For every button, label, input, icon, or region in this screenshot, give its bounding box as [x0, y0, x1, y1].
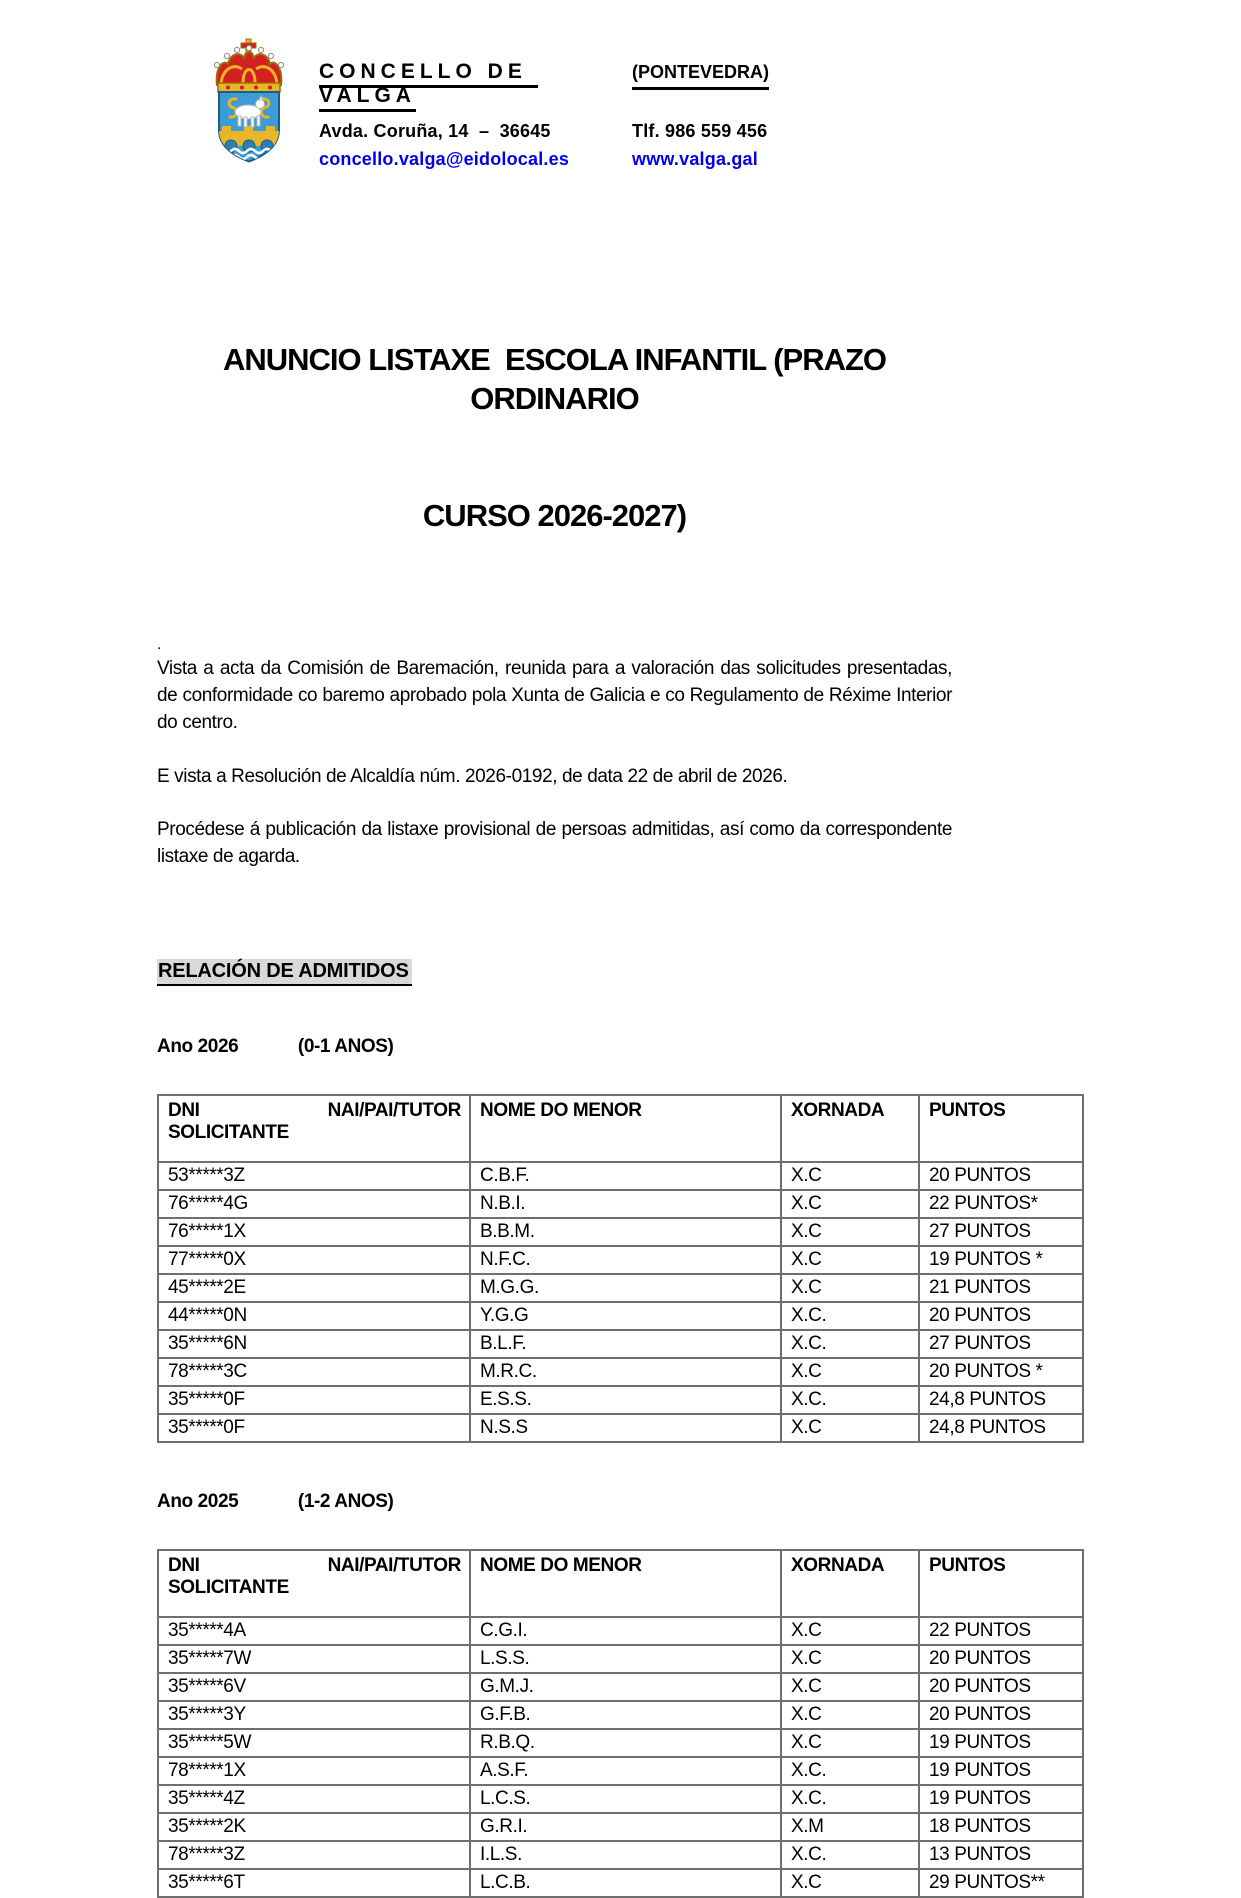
cell-xornada: X.M: [781, 1813, 919, 1841]
header-nai-pai-tutor: NAI/PAI/TUTOR: [327, 1555, 461, 1576]
header-nome-do-menor: NOME DO MENOR: [470, 1095, 781, 1162]
cell-xornada: X.C: [781, 1358, 919, 1386]
cell-nome: N.B.I.: [470, 1190, 781, 1218]
cell-puntos: 21 PUNTOS: [919, 1274, 1083, 1302]
org-name: CONCELLO DE VALGA: [319, 60, 538, 112]
cell-puntos: 22 PUNTOS*: [919, 1190, 1083, 1218]
table-row: [158, 1785, 1083, 1813]
cell-nome: C.G.I.: [470, 1617, 781, 1645]
table-caption-2026: [157, 1036, 952, 1058]
table-row: [158, 1218, 1083, 1246]
cell-dni: 78*****1X: [158, 1757, 470, 1785]
admitted-table-2026: [157, 1094, 1084, 1443]
cell-puntos: 20 PUNTOS: [919, 1162, 1083, 1190]
letterhead-text: [319, 38, 769, 170]
age-label: (0-1 ANOS): [297, 1036, 394, 1057]
cell-xornada: X.C: [781, 1414, 919, 1442]
cell-puntos: 20 PUNTOS: [919, 1302, 1083, 1330]
org-website-link[interactable]: www.valga.gal: [632, 149, 758, 169]
age-label: (1-2 ANOS): [297, 1491, 394, 1512]
header-solicitante: SOLICITANTE: [168, 1122, 289, 1143]
table-row: [158, 1246, 1083, 1274]
letterhead: [203, 38, 1086, 170]
header-xornada: XORNADA: [781, 1550, 919, 1617]
cell-dni: 35*****3Y: [158, 1701, 470, 1729]
table-row: [158, 1190, 1083, 1218]
admitted-table-2025: [157, 1549, 1084, 1898]
paragraph-resolucion: E vista a Resolución de Alcaldía núm. 2026-0192, de data 22 de abril de 2026.: [157, 766, 788, 787]
table-row: [158, 1841, 1083, 1869]
header-dni: DNI: [168, 1555, 200, 1576]
table-row: [158, 1617, 1083, 1645]
cell-dni: 35*****0F: [158, 1414, 470, 1442]
cell-xornada: X.C: [781, 1190, 919, 1218]
cell-xornada: X.C.: [781, 1386, 919, 1414]
cell-xornada: X.C.: [781, 1330, 919, 1358]
org-phone: Tlf. 986 559 456: [632, 121, 768, 141]
cell-nome: L.S.S.: [470, 1645, 781, 1673]
cell-dni: 76*****4G: [158, 1190, 470, 1218]
header-solicitante: SOLICITANTE: [168, 1577, 289, 1598]
cell-xornada: X.C: [781, 1701, 919, 1729]
cell-nome: G.R.I.: [470, 1813, 781, 1841]
cell-nome: E.S.S.: [470, 1386, 781, 1414]
cell-xornada: X.C: [781, 1673, 919, 1701]
title-line-2: CURSO 2026-2027): [422, 498, 687, 533]
cell-dni: 44*****0N: [158, 1302, 470, 1330]
document-title: [157, 262, 952, 613]
cell-nome: G.M.J.: [470, 1673, 781, 1701]
cell-xornada: X.C: [781, 1645, 919, 1673]
table-row: [158, 1302, 1083, 1330]
cell-dni: 35*****6V: [158, 1673, 470, 1701]
year-label: Ano 2025: [157, 1491, 239, 1512]
cell-puntos: 13 PUNTOS: [919, 1841, 1083, 1869]
header-nai-pai-tutor: NAI/PAI/TUTOR: [327, 1100, 461, 1121]
table-row: [158, 1813, 1083, 1841]
cell-puntos: 27 PUNTOS: [919, 1218, 1083, 1246]
cell-nome: C.B.F.: [470, 1162, 781, 1190]
paragraph-comision: Vista a acta da Comisión de Baremación, reunida para a valoración das solicitudes presentadas, de conformidade co baremo aprobado pola Xunta de Galicia e co Regulamento de Réxime Interior do centro.: [157, 658, 952, 733]
table-row: [158, 1162, 1083, 1190]
coat-of-arms-icon: [203, 38, 295, 170]
cell-puntos: 18 PUNTOS: [919, 1813, 1083, 1841]
cell-puntos: 29 PUNTOS**: [919, 1869, 1083, 1897]
cell-dni: 35*****0F: [158, 1386, 470, 1414]
cell-dni: 53*****3Z: [158, 1162, 470, 1190]
cell-dni: 35*****4A: [158, 1617, 470, 1645]
header-xornada: XORNADA: [781, 1095, 919, 1162]
cell-nome: L.C.B.: [470, 1869, 781, 1897]
cell-puntos: 20 PUNTOS: [919, 1673, 1083, 1701]
title-line-1: ANUNCIO LISTAXE ESCOLA INFANTIL (PRAZO ORDINARIO: [222, 342, 894, 416]
header-nome-do-menor: NOME DO MENOR: [470, 1550, 781, 1617]
cell-dni: 35*****4Z: [158, 1785, 470, 1813]
cell-nome: M.G.G.: [470, 1274, 781, 1302]
cell-nome: I.L.S.: [470, 1841, 781, 1869]
cell-puntos: 20 PUNTOS: [919, 1701, 1083, 1729]
cell-xornada: X.C: [781, 1246, 919, 1274]
document-body: [157, 262, 952, 1058]
header-dni: DNI: [168, 1100, 200, 1121]
cell-nome: G.F.B.: [470, 1701, 781, 1729]
cell-puntos: 19 PUNTOS: [919, 1729, 1083, 1757]
cell-puntos: 19 PUNTOS: [919, 1757, 1083, 1785]
cell-nome: M.R.C.: [470, 1358, 781, 1386]
cell-nome: R.B.Q.: [470, 1729, 781, 1757]
stray-dot: .: [157, 636, 162, 653]
cell-dni: 35*****6N: [158, 1330, 470, 1358]
cell-xornada: X.C: [781, 1218, 919, 1246]
cell-dni: 78*****3Z: [158, 1841, 470, 1869]
cell-xornada: X.C: [781, 1617, 919, 1645]
cell-xornada: X.C.: [781, 1757, 919, 1785]
cell-dni: 78*****3C: [158, 1358, 470, 1386]
table-row: [158, 1701, 1083, 1729]
table-row: [158, 1645, 1083, 1673]
cell-puntos: 20 PUNTOS: [919, 1645, 1083, 1673]
cell-puntos: 24,8 PUNTOS: [919, 1386, 1083, 1414]
table-row: [158, 1757, 1083, 1785]
table-row: [158, 1673, 1083, 1701]
cell-xornada: X.C: [781, 1162, 919, 1190]
paragraph-publicacion: Procédese á publicación da listaxe provisional de persoas admitidas, así como da correspondente listaxe de agarda.: [157, 819, 952, 867]
org-address: Avda. Coruña, 14 – 36645: [319, 121, 551, 141]
cell-dni: 35*****6T: [158, 1869, 470, 1897]
cell-xornada: X.C.: [781, 1302, 919, 1330]
table-row: [158, 1358, 1083, 1386]
cell-nome: N.S.S: [470, 1414, 781, 1442]
cell-xornada: X.C: [781, 1729, 919, 1757]
cell-xornada: X.C.: [781, 1785, 919, 1813]
cell-puntos: 20 PUNTOS *: [919, 1358, 1083, 1386]
table-header-row: [158, 1550, 1083, 1617]
header-puntos: PUNTOS: [919, 1095, 1083, 1162]
cell-xornada: X.C.: [781, 1841, 919, 1869]
cell-xornada: X.C: [781, 1869, 919, 1897]
table-row: [158, 1729, 1083, 1757]
cell-xornada: X.C: [781, 1274, 919, 1302]
table-header-row: [158, 1095, 1083, 1162]
cell-puntos: 27 PUNTOS: [919, 1330, 1083, 1358]
cell-dni: 45*****2E: [158, 1274, 470, 1302]
table-row: [158, 1274, 1083, 1302]
org-province: (PONTEVEDRA): [632, 62, 769, 90]
cell-dni: 35*****2K: [158, 1813, 470, 1841]
cell-puntos: 22 PUNTOS: [919, 1617, 1083, 1645]
cell-nome: L.C.S.: [470, 1785, 781, 1813]
cell-nome: B.L.F.: [470, 1330, 781, 1358]
cell-dni: 35*****7W: [158, 1645, 470, 1673]
header-dni-solicitante: [158, 1095, 470, 1162]
cell-nome: A.S.F.: [470, 1757, 781, 1785]
cell-puntos: 19 PUNTOS: [919, 1785, 1083, 1813]
cell-dni: 76*****1X: [158, 1218, 470, 1246]
org-email-link[interactable]: concello.valga@eidolocal.es: [319, 149, 570, 169]
table-row: [158, 1869, 1083, 1897]
year-label: Ano 2026: [157, 1036, 239, 1057]
cell-nome: N.F.C.: [470, 1246, 781, 1274]
table-row: [158, 1330, 1083, 1358]
header-puntos: PUNTOS: [919, 1550, 1083, 1617]
cell-puntos: 19 PUNTOS *: [919, 1246, 1083, 1274]
table-caption-2025: [157, 1491, 952, 1513]
header-dni-solicitante: [158, 1550, 470, 1617]
section-heading-admitidos: RELACIÓN DE ADMITIDOS: [157, 959, 412, 986]
cell-dni: 77*****0X: [158, 1246, 470, 1274]
cell-puntos: 24,8 PUNTOS: [919, 1414, 1083, 1442]
table-row: [158, 1414, 1083, 1442]
cell-nome: Y.G.G: [470, 1302, 781, 1330]
cell-dni: 35*****5W: [158, 1729, 470, 1757]
cell-nome: B.B.M.: [470, 1218, 781, 1246]
table-row: [158, 1386, 1083, 1414]
